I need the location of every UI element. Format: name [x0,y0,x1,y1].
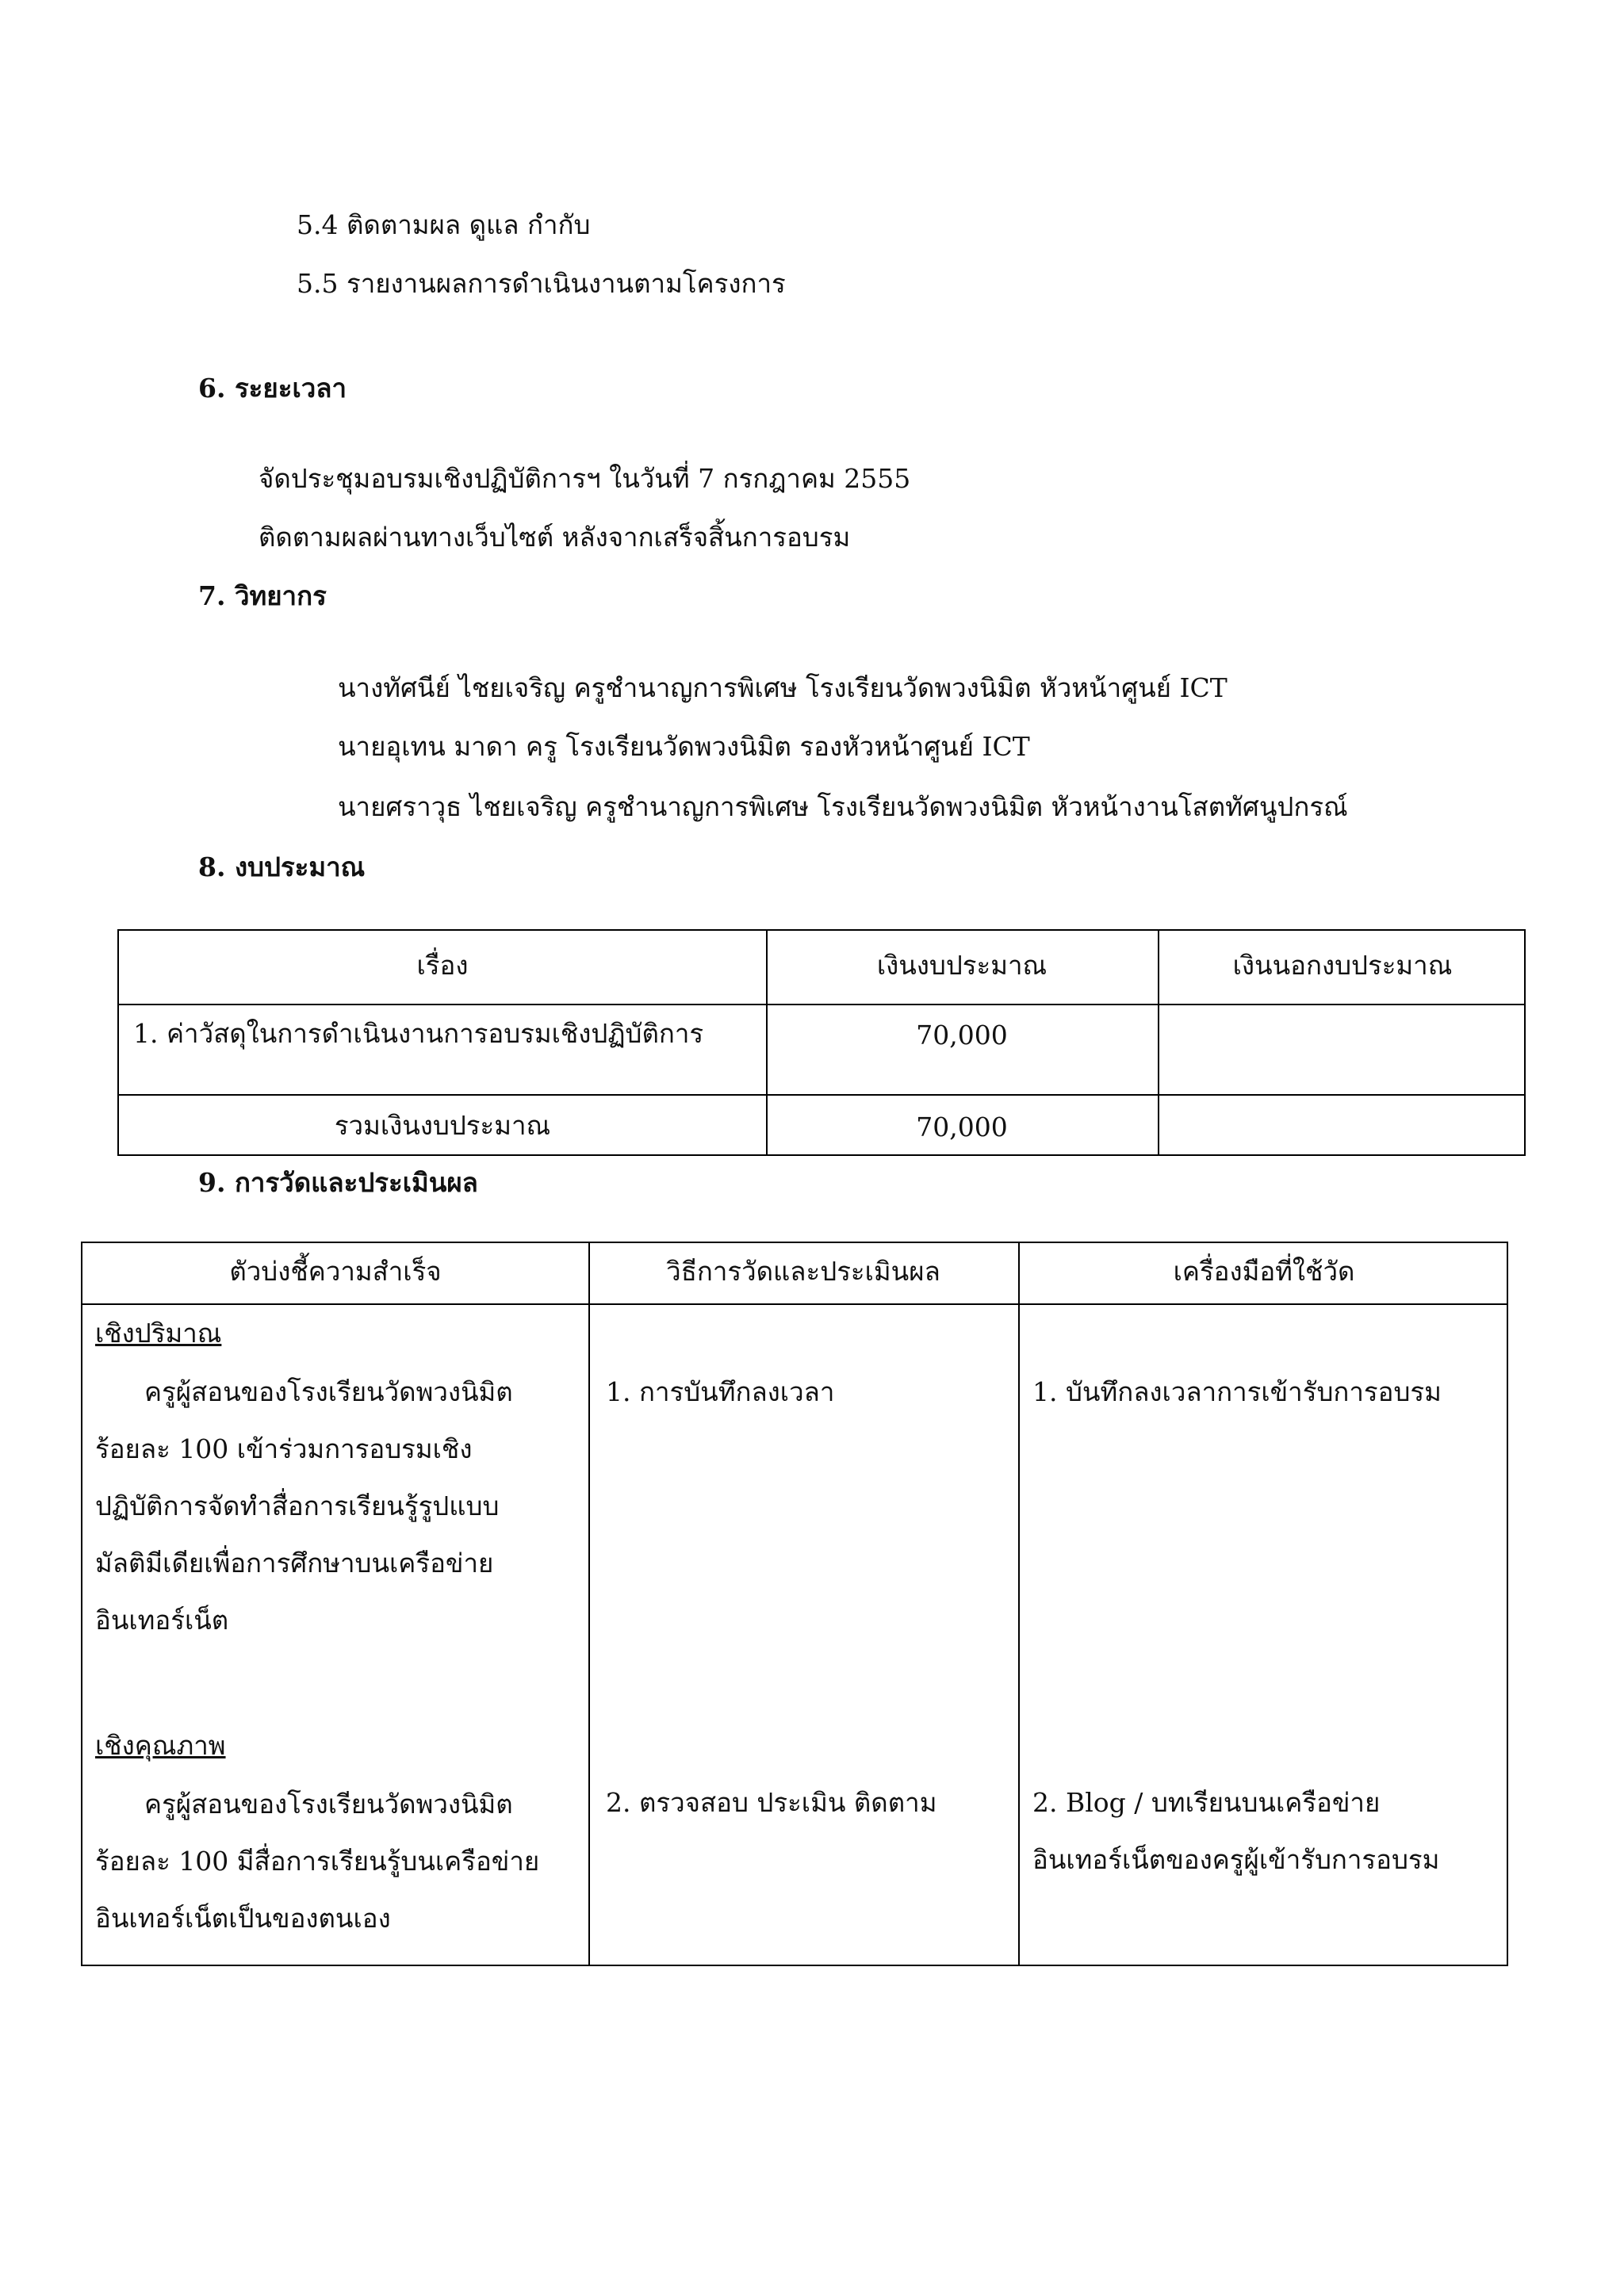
evaluation-table [81,1242,1508,1966]
budget-header-item: เรื่อง [416,950,469,981]
quality-tool-line: 2. Blog / บทเรียนบนเครือข่าย [1032,1787,1381,1818]
budget-table [117,929,1526,1156]
duration-line-1: จัดประชุมอบรมเชิงปฏิบัติการฯ ในวันที่ 7 กรกฎาคม 2555 [259,463,911,494]
eval-header-indicator: ตัวบ่งชี้ความสำเร็จ [229,1256,442,1287]
quantity-line: ครูผู้สอนของโรงเรียนวัดพวงนิมิต [144,1376,513,1407]
evaluation-table-divider [588,1243,590,1965]
duration-line-2: ติดตามผลผ่านทางเว็บไซต์ หลังจากเสร็จสิ้นการอบรม [259,522,851,553]
budget-row-item: 1. ค่าวัสดุในการดำเนินงานการอบรมเชิงปฏิบัติการ [133,1018,704,1049]
budget-table-rule [119,1094,1524,1096]
quantity-line: อินเทอร์เน็ต [95,1605,229,1636]
budget-total-amount: 70,000 [916,1112,1008,1142]
evaluation-table-rule [82,1303,1507,1305]
section-9-heading: 9. การวัดและประเมินผล [198,1167,478,1198]
quality-line: ร้อยละ 100 มีสื่อการเรียนรู้บนเครือข่าย [95,1846,540,1877]
budget-row-amount: 70,000 [916,1020,1008,1050]
quantity-line: ร้อยละ 100 เข้าร่วมการอบรมเชิง [95,1433,473,1464]
quantity-tool: 1. บันทึกลงเวลาการเข้ารับการอบรม [1032,1376,1442,1407]
speaker-2: นายอุเทน มาดา ครู โรงเรียนวัดพวงนิมิต รองหัวหน้าศูนย์ ICT [338,731,1030,762]
quantity-method: 1. การบันทึกลงเวลา [606,1376,835,1407]
budget-table-rule [119,1004,1524,1005]
evaluation-table-divider [1018,1243,1020,1965]
quality-line: อินเทอร์เน็ตเป็นของตนเอง [95,1903,391,1934]
item-5-5: 5.5 รายงานผลการดำเนินงานตามโครงการ [297,268,786,299]
quality-tool-line: อินเทอร์เน็ตของครูผู้เข้ารับการอบรม [1032,1844,1440,1875]
speaker-1: นางทัศนีย์ ไชยเจริญ ครูชำนาญการพิเศษ โรงเรียนวัดพวงนิมิต หัวหน้าศูนย์ ICT [338,672,1228,703]
section-8-heading: 8. งบประมาณ [198,851,366,882]
section-6-heading: 6. ระยะเวลา [198,373,347,404]
section-7-heading: 7. วิทยากร [198,580,327,611]
budget-header-other: เงินนอกงบประมาณ [1232,950,1453,981]
quantity-line: ปฏิบัติการจัดทำสื่อการเรียนรู้รูปแบบ [95,1490,500,1521]
quality-method: 2. ตรวจสอบ ประเมิน ติดตาม [606,1787,937,1818]
quantity-label: เชิงปริมาณ [95,1318,222,1349]
budget-header-budget: เงินงบประมาณ [876,950,1048,981]
quality-label: เชิงคุณภาพ [95,1730,226,1761]
budget-total-label: รวมเงินงบประมาณ [334,1110,551,1141]
quantity-line: มัลติมีเดียเพื่อการศึกษาบนเครือข่าย [95,1548,494,1578]
item-5-4: 5.4 ติดตามผล ดูแล กำกับ [297,209,591,240]
eval-header-tool: เครื่องมือที่ใช้วัด [1173,1256,1355,1287]
speaker-3: นายศราวุธ ไชยเจริญ ครูชำนาญการพิเศษ โรงเรียนวัดพวงนิมิต หัวหน้างานโสตทัศนูปกรณ์ [338,791,1348,822]
quality-line: ครูผู้สอนของโรงเรียนวัดพวงนิมิต [144,1789,513,1820]
eval-header-method: วิธีการวัดและประเมินผล [666,1256,940,1287]
